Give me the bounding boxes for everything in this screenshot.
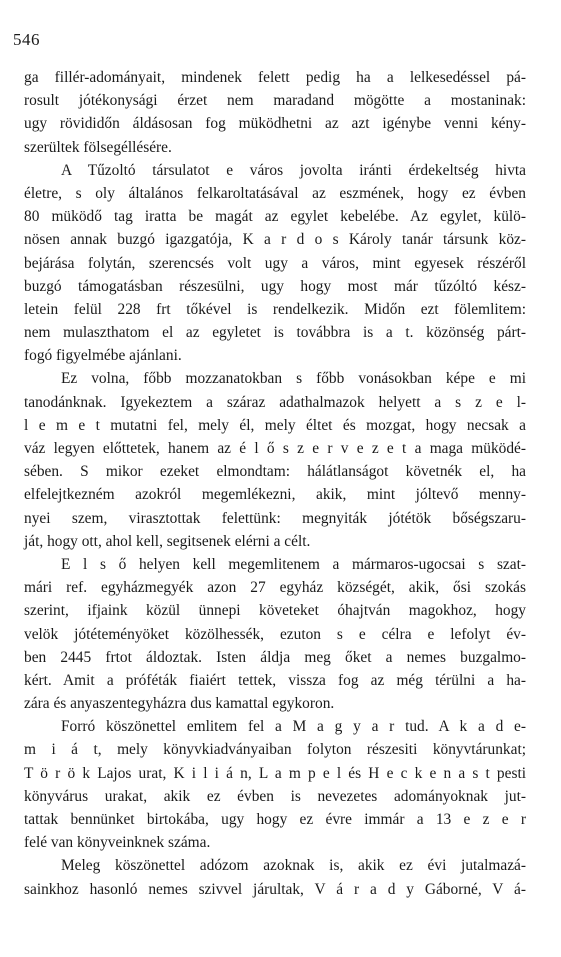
page-number: 546: [13, 30, 40, 49]
text-line: elfelejtkezném azokról megemlékezni, akik, mint jóltevő menny-: [24, 486, 526, 504]
text-line: rosult jótékonysági érzet nem maradand mögötte a mostaninak:: [24, 92, 526, 110]
text-line: tattak bennünket birtokába, ugy hogy ez évre immár a 13 e z e r: [24, 811, 526, 828]
text-line: Ez volna, főbb mozzanatokban s főbb vonásokban képe e mi: [61, 370, 526, 388]
text-line: letein felül 228 frt tőkével is rendelkezik. Midőn ezt fölemlitem:: [24, 300, 526, 318]
text-line: E l s ő helyen kell megemlitenem a mármaros-ugocsai s szat-: [61, 555, 526, 573]
text-line: m i á t, mely könyvkiadványaiban folyton részesiti könyvtárunkat;: [24, 741, 526, 759]
text-line: l e m e t mutatni fel, mely él, mely éltet és mozgat, hogy necsak a: [24, 416, 526, 434]
text-line: fogó figyelmébe ajánlani.: [24, 347, 182, 365]
text-line: könyvárus urakat, akik ez évben is nevezetes adományoknak jut-: [24, 787, 526, 805]
text-line: kért. Amit a próféták fiaiért tettek, vissza fog az még térülni a ha-: [24, 671, 526, 689]
text-line: velök jótéteményöket közölhessék, ezuton s e célra e lefolyt év-: [24, 625, 526, 643]
text-line: nem mulaszthatom el az egyletet is továbbra is a t. közönség párt-: [24, 324, 526, 342]
text-line: szerültek fölsegéllésére.: [24, 138, 172, 156]
text-line: váz legyen előttetek, hanem az é l ő s z e r v e z e t a maga müködé-: [24, 440, 526, 457]
text-line: nyei szem, virasztottak felettünk: megnyiták jótétök bőségszaru-: [24, 509, 526, 527]
text-line: 80 müködő tag iratta be magát az egylet kebelébe. Az egylet, külö-: [24, 208, 526, 226]
text-line: ga fillér-adományait, mindenek felett pedig ha a lelkesedéssel pá-: [24, 69, 526, 86]
text-line: életre, s oly általános felkaroltatásával az eszmének, hogy ez évben: [24, 184, 526, 202]
text-line: buzgó támogatásban részesülni, ugy hogy most már tűzóltó kész-: [24, 277, 526, 295]
text-line: bejárása folytán, szerencsés volt ugy a város, mint egyesek részéről: [24, 254, 526, 272]
text-line: A Tűzoltó társulatot e város jovolta iránti érdekeltség hivta: [61, 161, 526, 179]
text-line: felé van könyveinknek száma.: [24, 834, 211, 852]
text-line: ját, hogy ott, ahol kell, segitsenek elérni a célt.: [24, 532, 311, 550]
text-line: zára és anyaszentegyházra dus kamattal egykoron.: [24, 695, 335, 713]
text-line: tanodánknak. Igyekeztem a száraz adathalmazok helyett a s z e l-: [24, 393, 526, 411]
text-line: mári ref. egyházmegyék azon 27 egyház községét, akik, ősi szokás: [24, 579, 526, 597]
text-line: nösen annak buzgó igazgatója, K a r d o s Károly tanár társunk köz-: [24, 231, 526, 249]
text-line: T ö r ö k Lajos urat, K i l i á n, L a m p e l és H e c k e n a s t pesti: [24, 764, 526, 782]
text-line: sében. S mikor ezeket elmondtam: hálátlanságot követnék el, ha: [24, 463, 526, 481]
text-line: sainkhoz hasonló nemes szivvel járultak, V á r a d y Gáborné, V á-: [24, 880, 526, 898]
text-line: ugy rövididőn áldásosan fog müködhetni az azt igénybe venni kény-: [24, 115, 526, 133]
text-line: Forró köszönettel emlitem fel a M a g y a r tud. A k a d e-: [61, 718, 526, 736]
text-line: szerint, ifjaink közül ünnepi követeket óhajtván magokhoz, hogy: [24, 602, 526, 620]
body-text: [24, 66, 526, 901]
text-line: Meleg köszönettel adózom azoknak is, akik ez évi jutalmazá-: [61, 857, 526, 875]
text-line: ben 2445 frtot áldoztak. Isten áldja meg őket a nemes buzgalmo-: [24, 648, 526, 666]
